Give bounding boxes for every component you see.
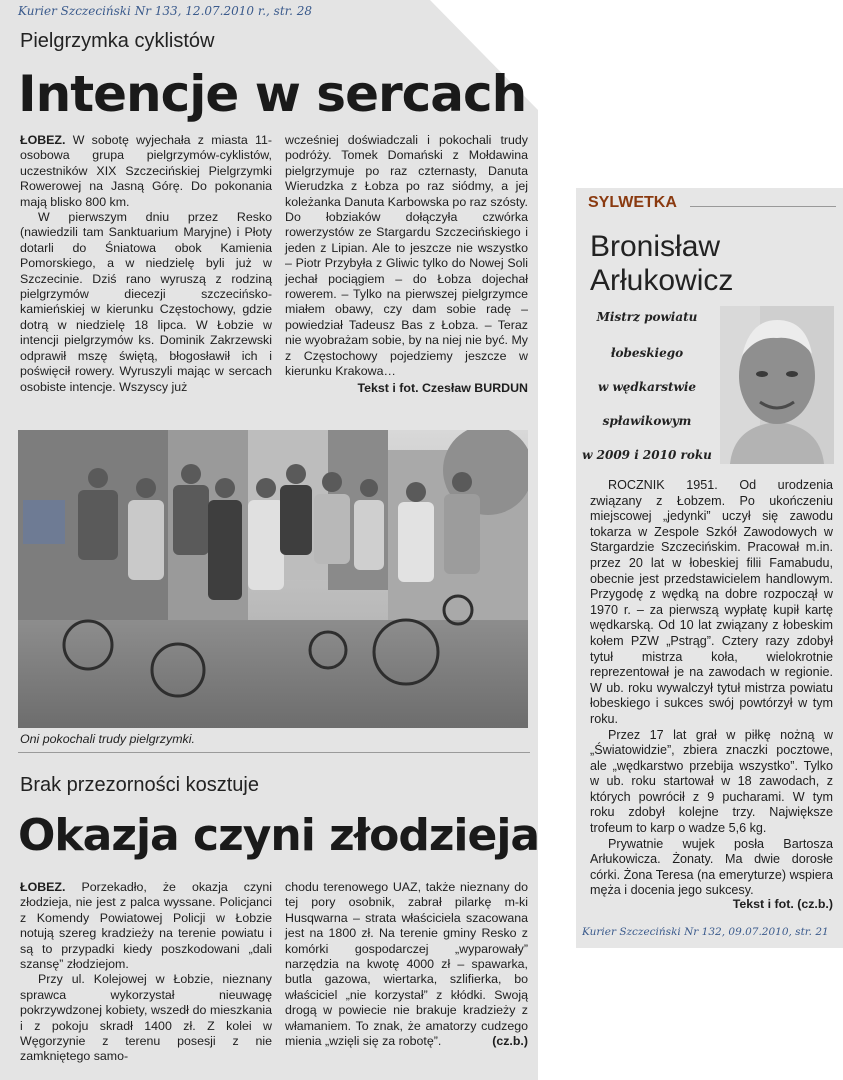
group-photo-image	[18, 430, 528, 728]
article2-lead: ŁOBEZ.	[20, 880, 66, 894]
article1-lead: ŁOBEZ.	[20, 133, 66, 147]
article2-kicker: Brak przezorności kosztuje	[20, 774, 259, 796]
article2-column-1	[20, 880, 272, 1065]
sidebar-label-rule	[690, 206, 836, 207]
article2-col2-p1: chodu terenowego UAZ, także nieznany do tej pory osobnik, zabrał pilarkę m-ki Husqwarna – strata właściciela szacowana jest na 1800 zł. Na terenie gminy Resko z komórki gospodarczej „wyparowały” narzędzia na kwotę 4000 zł – spawarka, butla gazowa, wiertarka, szlifierka, bo właściciel „nie korzystał” z kłódki. Swoją drogą w powiecie nie brakuje kradzieży z włamaniem. To znak, że amatorzy cudzego mienia „wzięli się za robotę”.	[285, 880, 528, 1049]
article2-credit: (cz.b.)	[492, 1034, 528, 1049]
article1-credit: Tekst i fot. Czesław BURDUN	[357, 380, 528, 395]
article2-col1-p1: ŁOBEZ. Porzekadło, że okazja czyni złodzieja, nie jest z palca wyssane. Policjanci z Komendy Powiatowej Policji w Łobzie notują szereg kradzieży na terenie powiatu i są to przypadki kiedy poszkodowani „dali szansę” złodziejom.	[20, 880, 272, 972]
source-note-top: Kurier Szczeciński Nr 133, 12.07.2010 r., str. 28	[18, 4, 312, 18]
sidebar-body	[590, 478, 833, 913]
sidebar-p2: Przez 17 lat grał w piłkę nożną w „Światowidzie”, zbiera znaczki pocztowe, ale „wędkarstwo przebija wszystko”. Tylko w ub. roku startował w 18 zawodach, z których powrócił z 9 pucharami. W tym roku zdobył kolejne trzy. Największe trofeum to karp o wadze 5,6 kg.	[590, 727, 833, 836]
article1-kicker: Pielgrzymka cyklistów	[20, 30, 215, 52]
sidebar-name-line2: Arłukowicz	[590, 264, 734, 297]
sidebar-label: SYLWETKA	[588, 194, 685, 212]
sidebar-credit: Tekst i fot. (cz.b.)	[732, 897, 833, 912]
portrait-image	[720, 306, 834, 464]
article1-col1-p2: W pierwszym dniu przez Resko (nawiedzili tam Sanktuarium Maryjne) i Płoty dotarli do Śniatowa obok Kamienia Pomorskiego, a w niedzielę byli już w Szczecinie. Dziś rano wyruszą z rodziną pielgrzymów diecezji szczecińsko-kamieńskiej w kierunku Częstochowy, gdzie dotrą w niedzielę 18 lipca. W Łobzie w intencji pielgrzymów ks. Dominik Zakrzewski odprawił mszę świętą, błogosławił ich i poświęcił rowery. Wyruszyli mając w sercach osobiste intencje. Wszyscy już	[20, 210, 272, 394]
group-photo	[18, 430, 528, 728]
article1-headline: Intencje w sercach	[18, 65, 527, 123]
portrait-photo	[720, 306, 834, 464]
sidebar-sub-5: w 2009 i 2010 roku	[582, 448, 712, 462]
sidebar-p3: Prywatnie wujek posła Bartosza Arłukowicza. Żonaty. Ma dwie dorosłe córki. Żona Teresa (na emeryturze) wspiera męża i docenia jego sukcesy.	[590, 836, 833, 898]
section-divider	[18, 752, 530, 753]
photo-caption: Oni pokochali trudy pielgrzymki.	[20, 732, 195, 746]
sidebar-name-line1: Bronisław	[590, 230, 721, 263]
article2-col1-p2: Przy ul. Kolejowej w Łobzie, nieznany sprawca wykorzystał nieuwagę pokrzywdzonej kobiety, wszedł do mieszkania i z pokoju skradł 1400 zł. Z kolei w Węgorzynie z terenu posesji z nie zamkniętego samo-	[20, 972, 272, 1064]
sidebar-sub-1: Mistrz powiatu	[596, 310, 698, 324]
article1-col1-p1: ŁOBEZ. W sobotę wyjechała z miasta 11-osobowa grupa pielgrzymów-cyklistów, uczestników XIX Szczecińskiej Pielgrzymki Rowerowej na Jasną Górę. Do pokonania mają blisko 800 km.	[20, 133, 272, 209]
source-note-bottom: Kurier Szczeciński Nr 132, 09.07.2010, str. 21	[582, 926, 829, 938]
sidebar-sub-2: łobeskiego	[610, 346, 684, 360]
article1-col2-p1: wcześniej doświadczali i pokochali trudy podróży. Tomek Domański z Mołdawina pielgrzymuje po raz czternasty, Danuta Wierudzka z Łobza po raz siódmy, a jej koleżanka Danuta Karbowska po raz szósty. Do łobziaków dołączyła czwórka rowerzystów ze Stargardu Szczecińskiego i jeden z Lipian. Ale to jeszcze nie wszystko – Piotr Przybyła z Gliwic tylko do Nowej Soli jechał pociągiem – do Łobza dojechał rowerem. – Tylko na pierwszej pielgrzymce miałem obawy, czy dam sobie radę – powiedział Tadeusz Bas z Łobza. – Teraz nie wyobrażam sobie, by na niej nie być. My z Częstochowy pojedziemy jeszcze w kierunku Krakowa…	[285, 133, 528, 379]
article2-headline: Okazja czyni złodzieja	[18, 810, 540, 861]
article2-column-2	[285, 880, 528, 1050]
article1-column-1	[20, 133, 272, 395]
sidebar-sub-4: spławikowym	[602, 414, 692, 428]
article1-column-2	[285, 133, 528, 396]
sidebar-sub-3: w wędkarstwie	[597, 380, 697, 394]
sidebar-p1: ROCZNIK 1951. Od urodzenia związany z Łobzem. Po ukończeniu miejscowej „jedynki” uczył się zawodu tokarza w Zespole Szkół Zawodowych w Stargardzie Szczecińskim. Pracował m.in. przez 20 lat w łobeskiej filii Famabudu, obecnie jest przedstawicielem handlowym. Przygodę z wędką na dobre rozpoczął w 1970 r. – za pierwszą wypłatę kupił kartę wędkarską. Od 10 lat związany z łobeskim kołem PZW „Pstrąg”. Cztery razy zdobył tytuł mistrza koła, wielokrotnie reprezentował je na zawodach w regionie. W ub. roku wywalczył tytuł mistrza powiatu łobeskiego i sukces swój powtórzył w tym roku.	[590, 478, 833, 726]
